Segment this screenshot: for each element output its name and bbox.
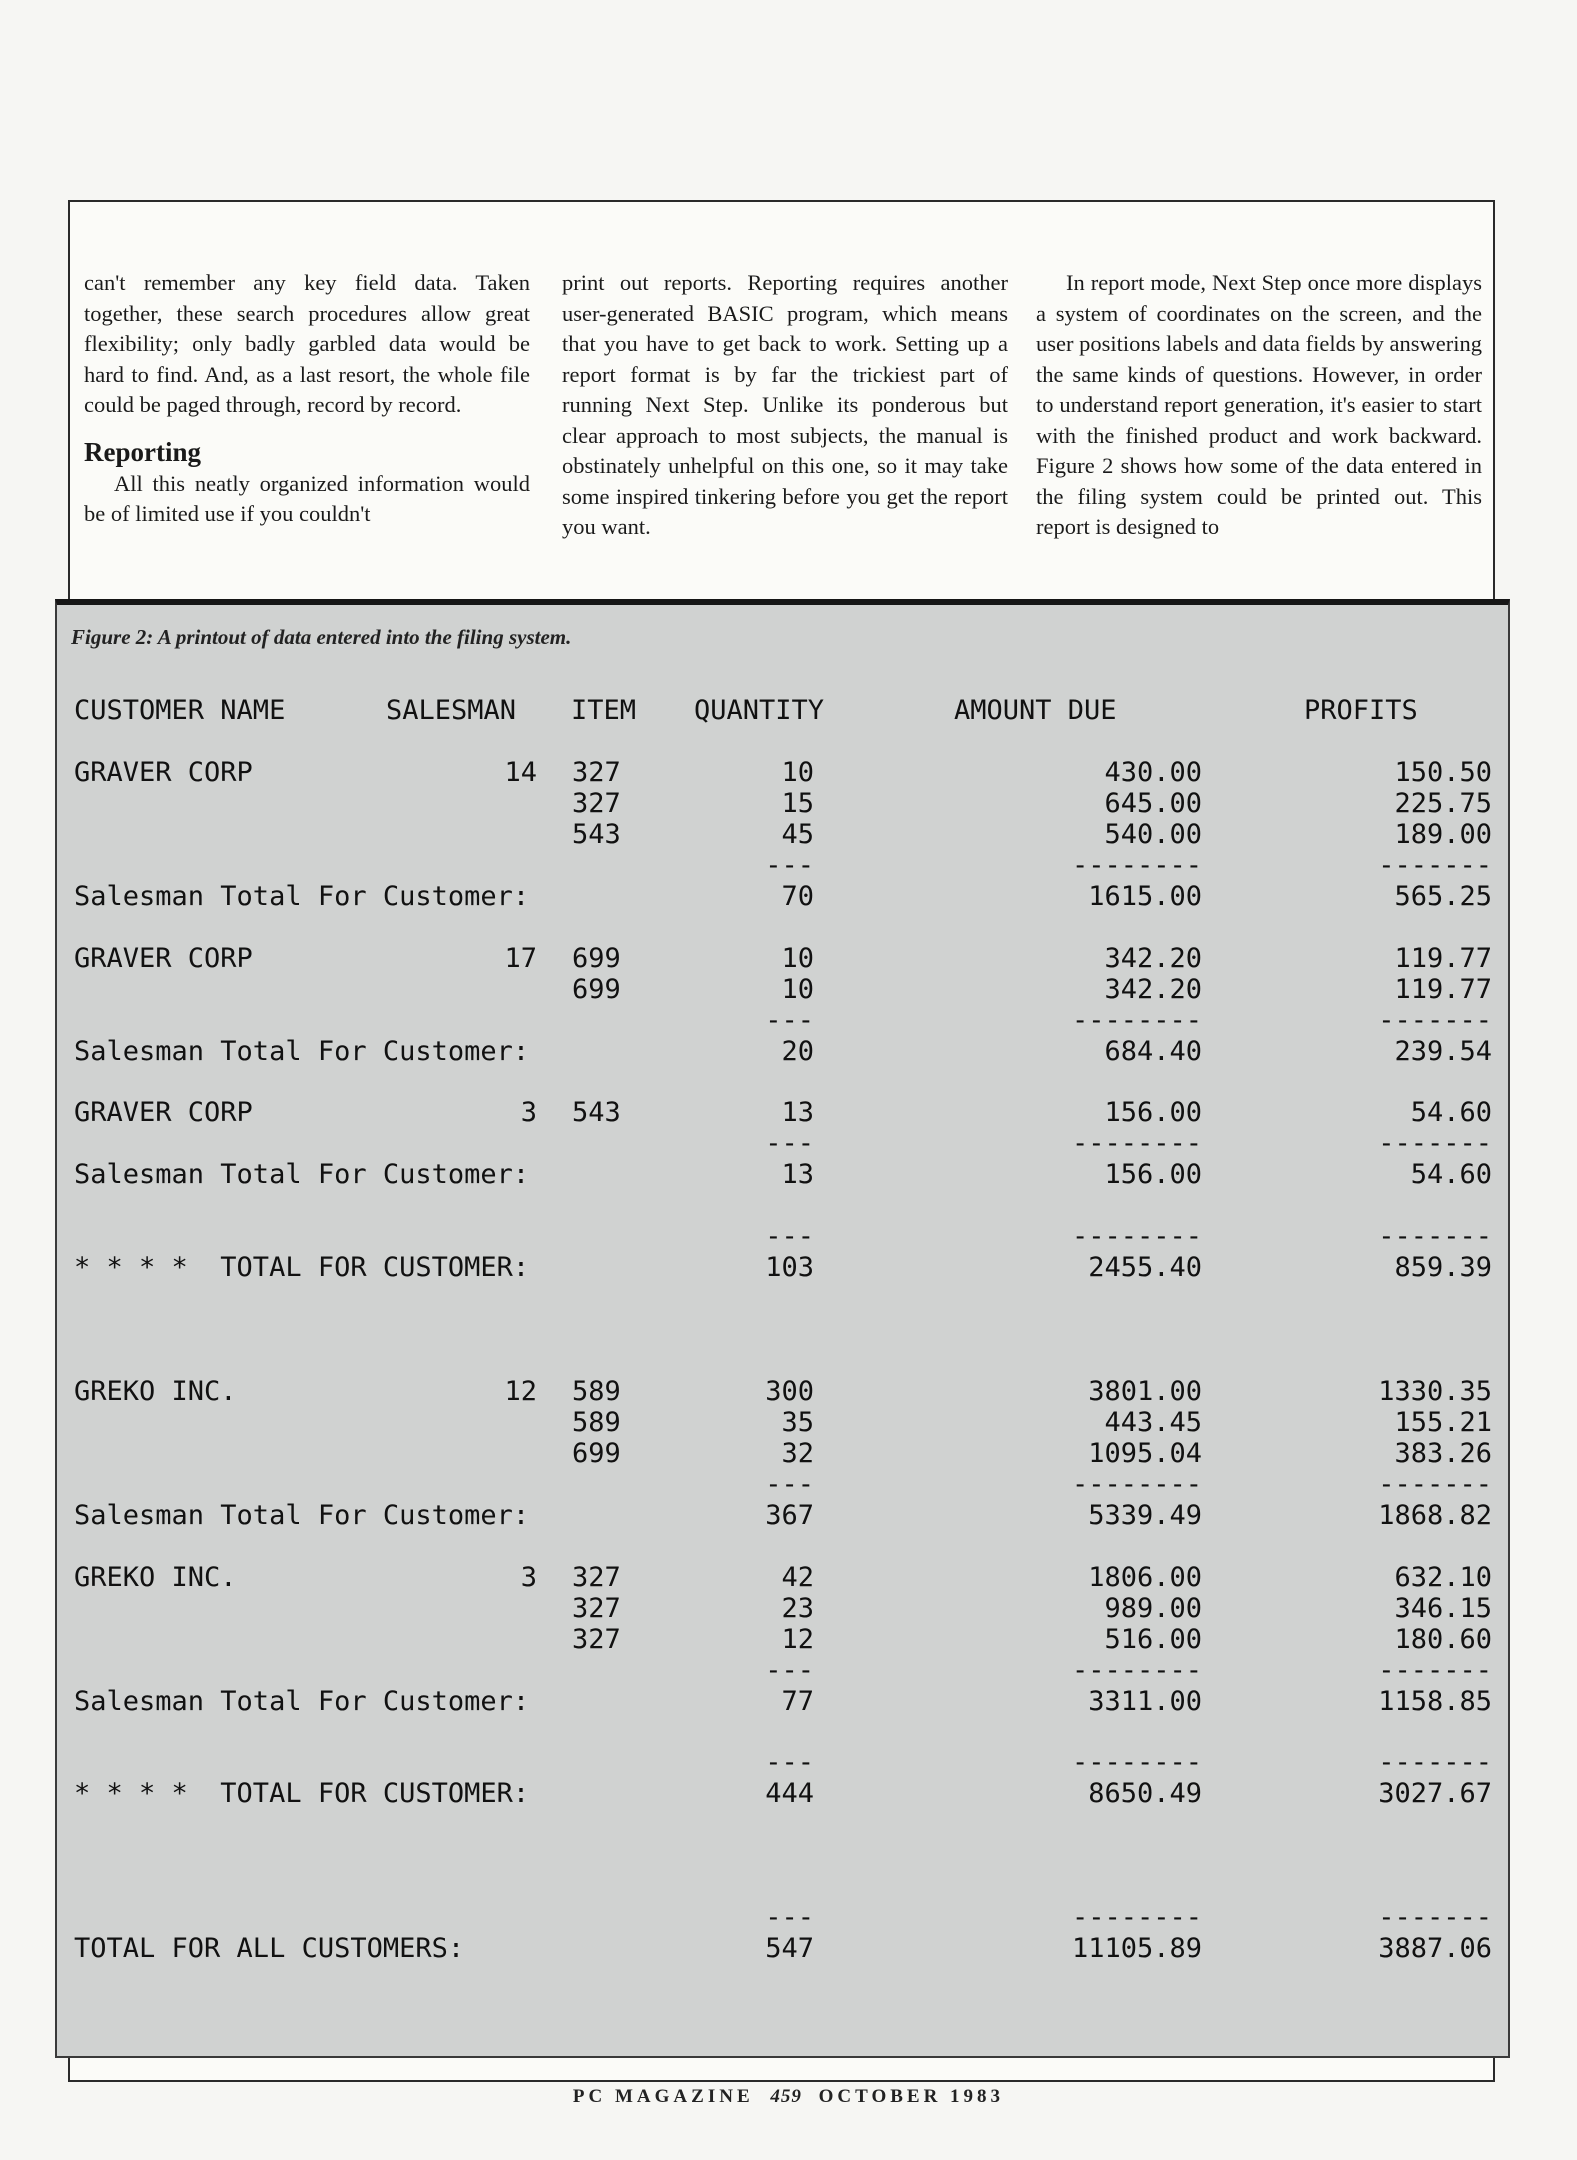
amount-due-cell: 2455.40 — [1088, 1252, 1202, 1283]
header-amount-due: AMOUNT DUE — [954, 695, 1117, 726]
profits-cell: ------- — [1378, 850, 1492, 881]
profits-cell: 150.50 — [1394, 757, 1492, 788]
table-row — [57, 1221, 1508, 1253]
amount-due-cell: 443.45 — [1104, 1407, 1202, 1438]
table-row — [57, 1933, 1508, 1965]
item-cell: 327 — [572, 1593, 621, 1624]
table-row — [57, 1500, 1508, 1532]
profits-cell: 3887.06 — [1378, 1933, 1492, 1964]
table-row — [57, 974, 1508, 1006]
paragraph: print out reports. Reporting requires another user-generated BASIC program, which means that you have to get back to work. Setting up a report format is by far the trickiest part of running Next Step. Unlike its ponderous but clear approach to most subjects, the manual is obstinately unhelpful on this one, so it may take some inspired tinkering before you get the report you want. — [562, 270, 1008, 539]
quantity-cell: 35 — [781, 1407, 814, 1438]
profits-cell: 859.39 — [1394, 1252, 1492, 1283]
table-row — [57, 1005, 1508, 1037]
table-row — [57, 757, 1508, 789]
amount-due-cell: 5339.49 — [1088, 1500, 1202, 1531]
amount-due-cell: 684.40 — [1104, 1036, 1202, 1067]
table-row — [57, 1376, 1508, 1408]
quantity-cell: 23 — [781, 1593, 814, 1624]
quantity-cell: 13 — [781, 1159, 814, 1190]
amount-due-cell: 342.20 — [1104, 943, 1202, 974]
profits-cell: 225.75 — [1394, 788, 1492, 819]
customer-name-cell: Salesman Total For Customer: — [74, 1686, 530, 1717]
item-cell: 699 — [572, 974, 621, 1005]
customer-name-cell: Salesman Total For Customer: — [74, 1500, 530, 1531]
table-row — [57, 1159, 1508, 1191]
figure-caption: Figure 2: A printout of data entered into the filing system. — [71, 625, 572, 649]
table-row — [57, 788, 1508, 820]
profits-cell: ------- — [1378, 1902, 1492, 1933]
profits-cell: ------- — [1378, 1747, 1492, 1778]
quantity-cell: 42 — [781, 1562, 814, 1593]
quantity-cell: --- — [765, 1469, 814, 1500]
quantity-cell: 15 — [781, 788, 814, 819]
customer-name-cell: GRAVER CORP — [74, 757, 253, 788]
table-row — [57, 1562, 1508, 1594]
profits-cell: 119.77 — [1394, 943, 1492, 974]
header-item: ITEM — [571, 695, 637, 726]
profits-cell: 155.21 — [1394, 1407, 1492, 1438]
table-row — [57, 850, 1508, 882]
profits-cell: ------- — [1378, 1005, 1492, 1036]
customer-name-cell: GREKO INC. — [74, 1376, 237, 1407]
quantity-cell: --- — [765, 1005, 814, 1036]
footer-date: OCTOBER 1983 — [818, 2086, 1005, 2107]
customer-name-cell: Salesman Total For Customer: — [74, 881, 530, 912]
header-salesman: SALESMAN — [386, 695, 517, 726]
section-heading-reporting: Reporting — [84, 436, 201, 467]
profits-cell: ------- — [1378, 1128, 1492, 1159]
quantity-cell: 103 — [765, 1252, 814, 1283]
paragraph: can't remember any key field data. Taken together, these search procedures allow great flexibility; only badly garbled data would be hard to find. And, as a last resort, the whole file could be paged through, record by record. — [84, 270, 530, 417]
profits-cell: 239.54 — [1394, 1036, 1492, 1067]
item-cell: 699 — [572, 1438, 621, 1469]
customer-name-cell: GRAVER CORP — [74, 943, 253, 974]
quantity-cell: 547 — [765, 1933, 814, 1964]
amount-due-cell: -------- — [1071, 1005, 1202, 1036]
amount-due-cell: 3311.00 — [1088, 1686, 1202, 1717]
amount-due-cell: 430.00 — [1104, 757, 1202, 788]
quantity-cell: 367 — [765, 1500, 814, 1531]
customer-name-cell: Salesman Total For Customer: — [74, 1036, 530, 1067]
paragraph: In report mode, Next Step once more displays a system of coordinates on the screen, and the user positions labels and data fields by answering the same kinds of questions. However, in order to understand report generation, it's easier to start with the finished product and work backward. Figure 2 shows how some of the data entered in the filing system could be printed out. This report is designed to — [1036, 270, 1482, 539]
text-column-1 — [84, 268, 530, 530]
table-row — [57, 1778, 1508, 1810]
customer-name-cell: * * * * TOTAL FOR CUSTOMER: — [74, 1252, 530, 1283]
item-cell: 699 — [572, 943, 621, 974]
salesman-cell: 12 — [504, 1376, 537, 1407]
customer-name-cell: * * * * TOTAL FOR CUSTOMER: — [74, 1778, 530, 1809]
amount-due-cell: -------- — [1071, 1128, 1202, 1159]
customer-name-cell: Salesman Total For Customer: — [74, 1159, 530, 1190]
header-quantity: QUANTITY — [694, 695, 825, 726]
item-cell: 327 — [572, 1624, 621, 1655]
item-cell: 589 — [572, 1407, 621, 1438]
profits-cell: 346.15 — [1394, 1593, 1492, 1624]
profits-cell: 189.00 — [1394, 819, 1492, 850]
customer-name-cell: GRAVER CORP — [74, 1097, 253, 1128]
quantity-cell: --- — [765, 1747, 814, 1778]
item-cell: 327 — [572, 788, 621, 819]
quantity-cell: 20 — [781, 1036, 814, 1067]
customer-name-cell: GREKO INC. — [74, 1562, 237, 1593]
amount-due-cell: 342.20 — [1104, 974, 1202, 1005]
table-row — [57, 1097, 1508, 1129]
table-row — [57, 1252, 1508, 1284]
table-row — [57, 1593, 1508, 1625]
item-cell: 543 — [572, 1097, 621, 1128]
table-row — [57, 1655, 1508, 1687]
table-row — [57, 943, 1508, 975]
quantity-cell: 13 — [781, 1097, 814, 1128]
printout-table — [57, 605, 1508, 1964]
table-row — [57, 1128, 1508, 1160]
quantity-cell: 300 — [765, 1376, 814, 1407]
table-row — [57, 1902, 1508, 1934]
amount-due-cell: 1806.00 — [1088, 1562, 1202, 1593]
salesman-cell: 3 — [520, 1097, 537, 1128]
table-row — [57, 1438, 1508, 1470]
salesman-cell: 17 — [504, 943, 537, 974]
salesman-cell: 14 — [504, 757, 537, 788]
amount-due-cell: 11105.89 — [1071, 1933, 1202, 1964]
footer-page-number: 459 — [770, 2086, 802, 2107]
table-header-row — [57, 695, 1508, 727]
profits-cell: ------- — [1378, 1655, 1492, 1686]
table-row — [57, 819, 1508, 851]
profits-cell: 632.10 — [1394, 1562, 1492, 1593]
amount-due-cell: -------- — [1071, 1747, 1202, 1778]
quantity-cell: 45 — [781, 819, 814, 850]
profits-cell: 383.26 — [1394, 1438, 1492, 1469]
amount-due-cell: 516.00 — [1104, 1624, 1202, 1655]
profits-cell: 119.77 — [1394, 974, 1492, 1005]
quantity-cell: 444 — [765, 1778, 814, 1809]
table-row — [57, 1407, 1508, 1439]
article-text — [84, 268, 1482, 574]
footer-magazine: PC MAGAZINE — [572, 2086, 754, 2107]
amount-due-cell: -------- — [1071, 1902, 1202, 1933]
amount-due-cell: -------- — [1071, 1655, 1202, 1686]
header-customer-name: CUSTOMER NAME — [74, 695, 286, 726]
table-row — [57, 1469, 1508, 1501]
page-footer — [0, 2086, 1577, 2108]
customer-name-cell: TOTAL FOR ALL CUSTOMERS: — [74, 1933, 465, 1964]
item-cell: 327 — [572, 757, 621, 788]
table-row — [57, 881, 1508, 913]
quantity-cell: --- — [765, 1221, 814, 1252]
quantity-cell: --- — [765, 1655, 814, 1686]
quantity-cell: 10 — [781, 974, 814, 1005]
table-row — [57, 1624, 1508, 1656]
quantity-cell: 10 — [781, 757, 814, 788]
quantity-cell: --- — [765, 850, 814, 881]
amount-due-cell: -------- — [1071, 1469, 1202, 1500]
quantity-cell: 12 — [781, 1624, 814, 1655]
amount-due-cell: 156.00 — [1104, 1097, 1202, 1128]
profits-cell: 1330.35 — [1378, 1376, 1492, 1407]
quantity-cell: 32 — [781, 1438, 814, 1469]
item-cell: 327 — [572, 1562, 621, 1593]
amount-due-cell: 3801.00 — [1088, 1376, 1202, 1407]
profits-cell: 565.25 — [1394, 881, 1492, 912]
quantity-cell: --- — [765, 1128, 814, 1159]
quantity-cell: 10 — [781, 943, 814, 974]
quantity-cell: 77 — [781, 1686, 814, 1717]
salesman-cell: 3 — [520, 1562, 537, 1593]
profits-cell: 54.60 — [1410, 1097, 1492, 1128]
amount-due-cell: -------- — [1071, 1221, 1202, 1252]
profits-cell: 180.60 — [1394, 1624, 1492, 1655]
amount-due-cell: 989.00 — [1104, 1593, 1202, 1624]
profits-cell: 3027.67 — [1378, 1778, 1492, 1809]
profits-cell: 1158.85 — [1378, 1686, 1492, 1717]
table-row — [57, 1747, 1508, 1779]
amount-due-cell: 8650.49 — [1088, 1778, 1202, 1809]
figure-2-printout — [55, 599, 1510, 2058]
amount-due-cell: 1095.04 — [1088, 1438, 1202, 1469]
table-row — [57, 1686, 1508, 1718]
amount-due-cell: 1615.00 — [1088, 881, 1202, 912]
amount-due-cell: 156.00 — [1104, 1159, 1202, 1190]
amount-due-cell: -------- — [1071, 850, 1202, 881]
profits-cell: 1868.82 — [1378, 1500, 1492, 1531]
quantity-cell: 70 — [781, 881, 814, 912]
paragraph: All this neatly organized information would be of limited use if you couldn't — [84, 470, 530, 526]
table-row — [57, 1036, 1508, 1068]
profits-cell: ------- — [1378, 1469, 1492, 1500]
text-column-3 — [1036, 268, 1482, 543]
item-cell: 589 — [572, 1376, 621, 1407]
quantity-cell: --- — [765, 1902, 814, 1933]
profits-cell: ------- — [1378, 1221, 1492, 1252]
item-cell: 543 — [572, 819, 621, 850]
amount-due-cell: 645.00 — [1104, 788, 1202, 819]
amount-due-cell: 540.00 — [1104, 819, 1202, 850]
header-profits: PROFITS — [1304, 695, 1418, 726]
text-column-2 — [562, 268, 1008, 543]
profits-cell: 54.60 — [1410, 1159, 1492, 1190]
